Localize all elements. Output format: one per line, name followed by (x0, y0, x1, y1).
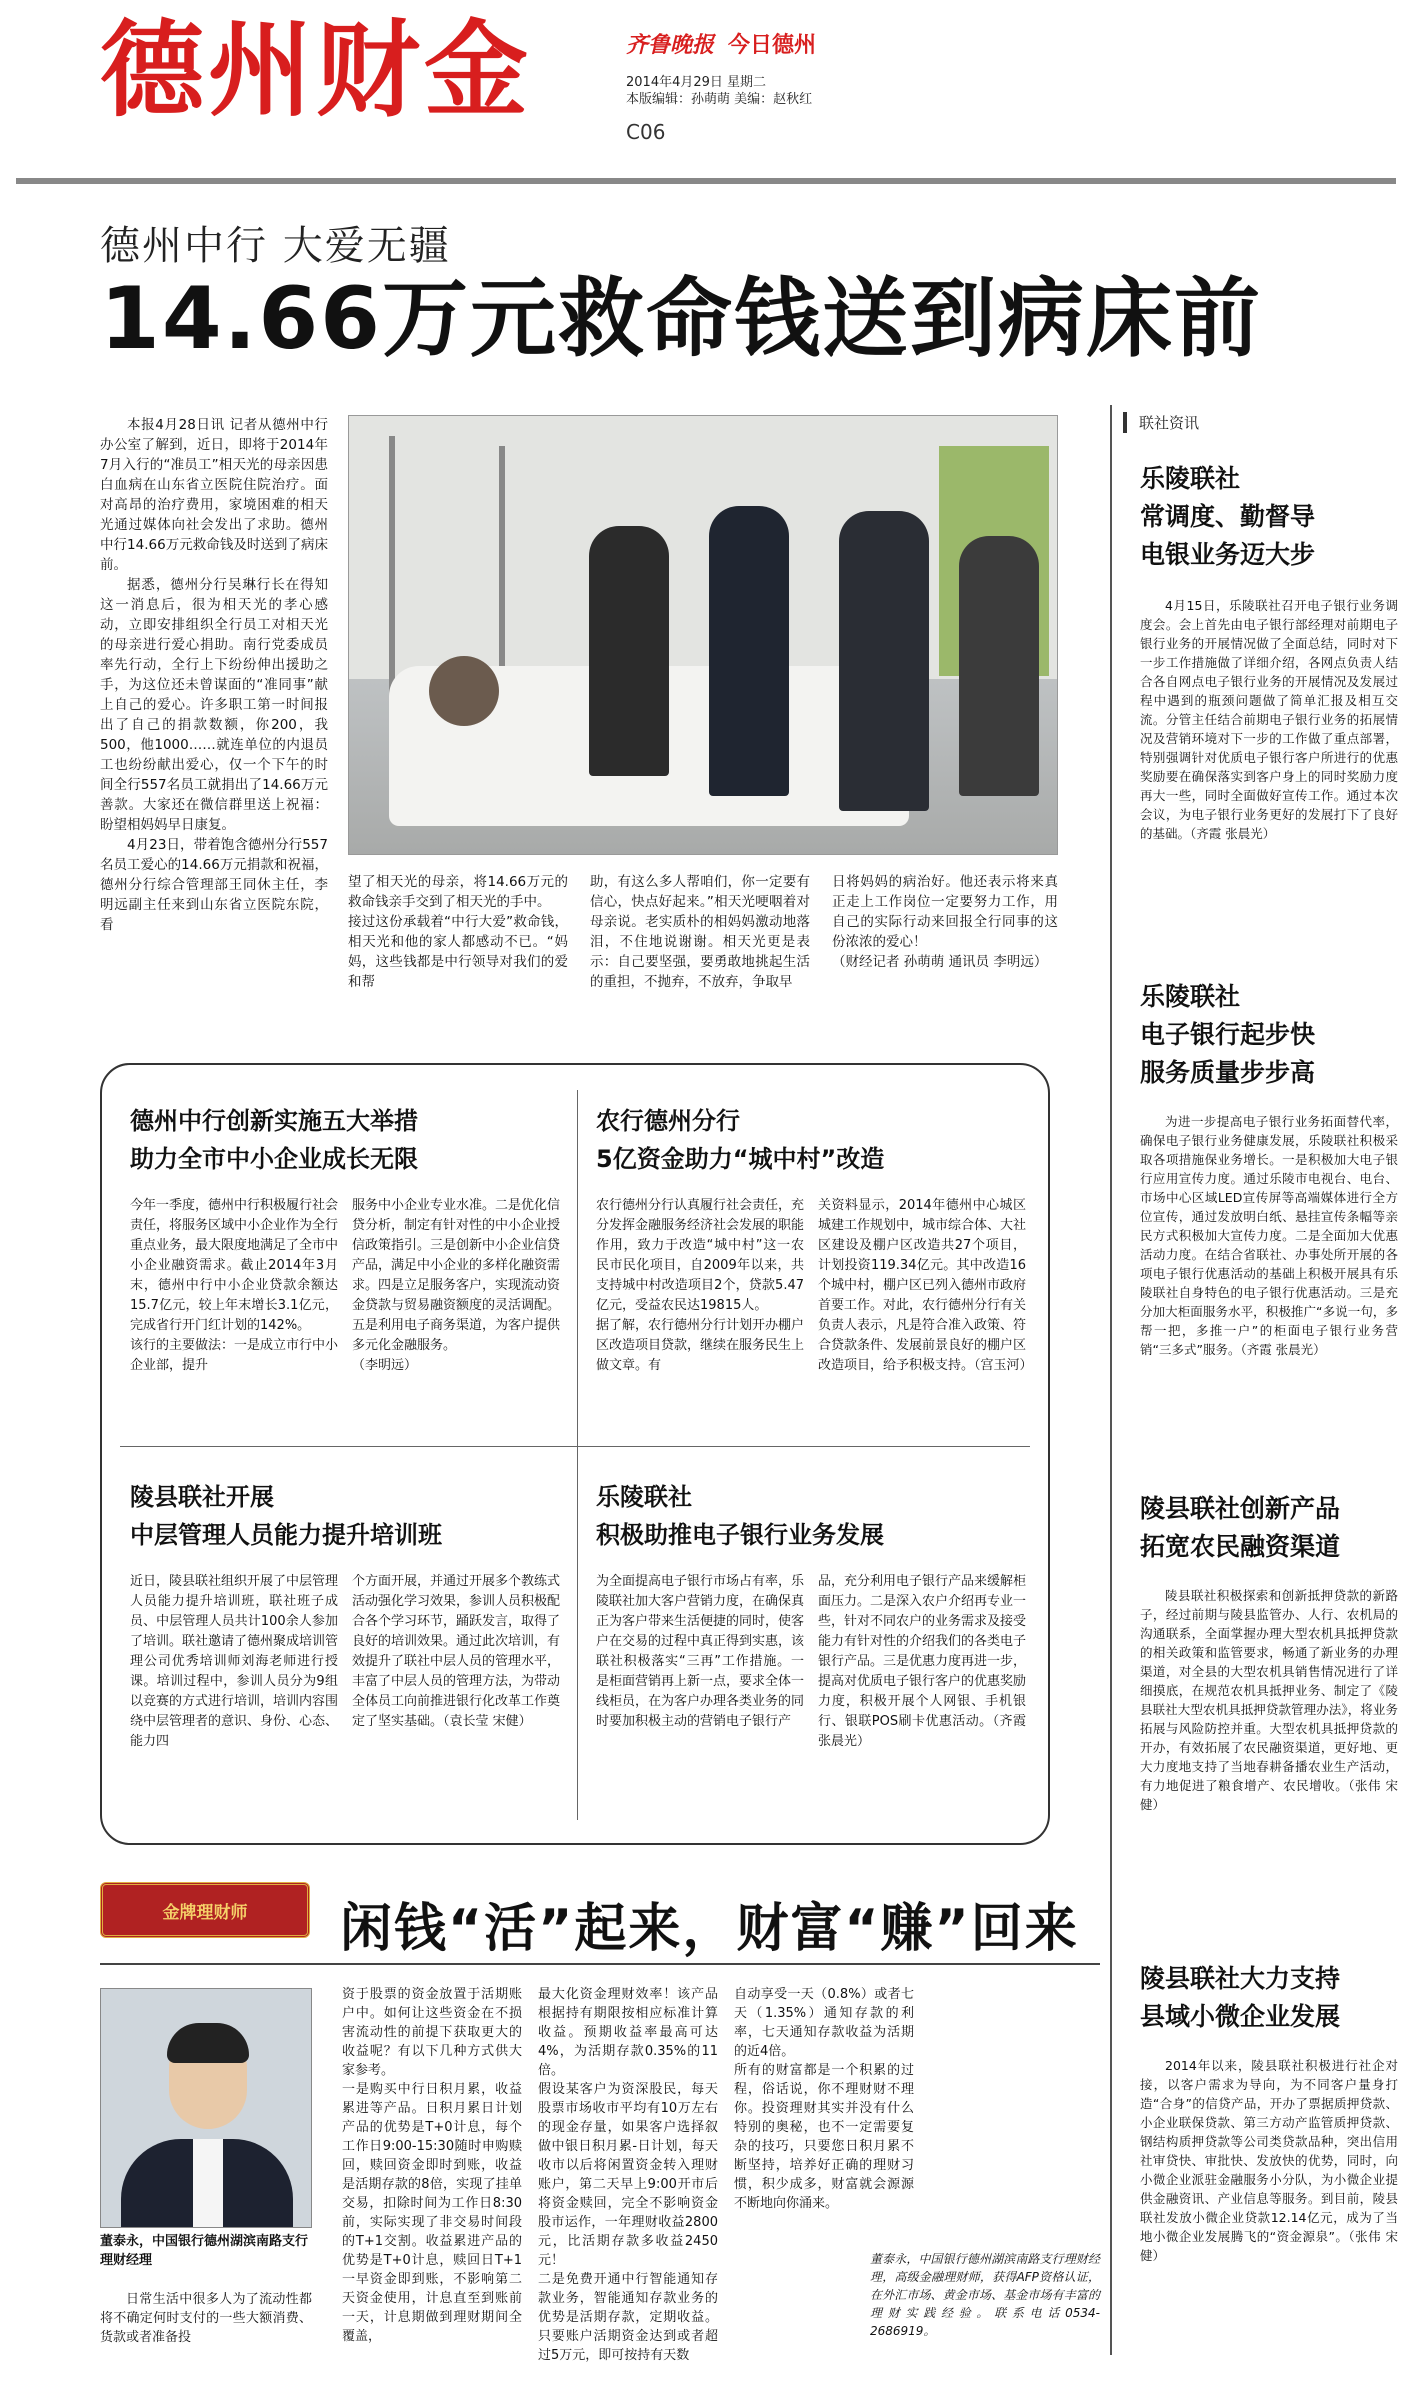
brief-column: 近日，陵县联社组织开展了中层管理人员能力提升培训班，联社班子成员、中层管理人员共计100余人参加了培训。联社邀请了德州聚成培训管理公司优秀培训师刘海老师进行授课。培训过程中，参训人员分为9组以竞赛的方式进行培训，培训内容围绕中层管理者的意识、身份、心态、能力四 (130, 1574, 339, 1749)
title-line: 陵县联社大力支持 (1140, 1964, 1341, 1993)
title-line: 积极助推电子银行业务发展 (596, 1521, 884, 1549)
title-line: 县域小微企业发展 (1140, 2002, 1341, 2031)
briefs-horizontal-divider (120, 1446, 1030, 1447)
issue-date: 2014年4月29日 星期二 (626, 75, 767, 90)
brief-article-1 (130, 1102, 560, 1376)
lead-paragraph: 据悉，德州分行吴琳行长在得知这一消息后，很为相天光的孝心感动，立即安排组织全行员工对相天光的母亲进行爱心捐助。南行党委成员率先行动，全行上下纷纷伸出援助之手，为这位还未曾谋面的“准同事”献上自己的爱心。许多职工第一时间报出了自己的捐款数额，你200，我500，他1000……就连单位的内退员工也纷纷献出爱心，仅一个下午的时间全行557名员工就捐出了14.66万元善款。大家还在微信群里送上祝福：盼望相妈妈早日康复。 (100, 577, 328, 833)
body-paragraph: 陵县联社积极探索和创新抵押贷款的新路子，经过前期与陵县监管办、人行、农机局的沟通联系，全面掌握办理大型农机具抵押贷款的相关政策和监管要求，畅通了新业务的办理渠道，对全县的大型农机具销售情况进行了详细摸底，在规范农机具抵押业务、制定了《陵县联社大型农机具抵押贷款管理办法》，将业务拓展与风险防控并重。大型农机具抵押贷款的开办，有效拓展了农民融资渠道，更好地、更大力度地支持了当地春耕备播农业生产活动，有力地促进了粮食增产、农民增收。（张伟 宋健） (1140, 1588, 1398, 1812)
title-line: 拓宽农民融资渠道 (1140, 1532, 1341, 1561)
sidebar-article-3 (1140, 1490, 1398, 1814)
lead-headline: 14.66万元救命钱送到病床前 (100, 269, 1263, 369)
title-line: 乐陵联社 (596, 1483, 692, 1511)
sidebar-article-body (1140, 1586, 1398, 1814)
body-paragraph: 4月15日，乐陵联社召开电子银行业务调度会。会上首先由电子银行部经理对前期电子银行业务的开展情况做了全面总结，同时对下一步工作措施做了详细介绍，各网点负责人结合各自网点电子银行业务的开展情况及发展过程中遇到的瓶颈问题做了简单汇报及相互交流。分管主任结合前期电子银行业务的拓展情况及营销环境对下一步的工作做了重点部署，特别强调针对优质电子银行客户所进行的优惠奖励要在确保落实到客户身上的同时奖励力度再大一些，同时全面做好宣传工作。通过本次会议，为电子银行业务更好的发展打下了良好的基础。（齐霞 张晨光） (1140, 598, 1398, 841)
lead-paragraph: 本报4月28日讯 记者从德州中行办公室了解到，近日，即将于2014年7月入行的“准员工”相天光的母亲因患白血病在山东省立医院住院治疗。面对高昂的治疗费用，家境困难的相天光通过媒体向社会发出了求助。德州中行14.66万元救命钱及时送到了病床前。 (100, 417, 328, 573)
lead-column-1 (100, 415, 328, 935)
title-line: 陵县联社创新产品 (1140, 1494, 1341, 1523)
brief-title (130, 1478, 560, 1554)
lead-column-2: 望了相天光的母亲，将14.66万元的救命钱亲手交到了相天光的手中。 接过这份承载着“中行大爱”救命钱，相天光和他的家人都感动不已。“妈妈，这些钱都是中行领导对我们的爱和帮 (348, 874, 568, 990)
lead-column-3: 助，有这么多人帮咱们，你一定要有信心，快点好起来。”相天光哽咽着对母亲说。老实质朴的相妈妈激动地落泪，不住地说谢谢。相天光更是表示：自己要坚强，要勇敢地挑起生活的重担，不抛弃，不放弃，争取早 (590, 874, 810, 990)
title-line: 农行德州分行 (596, 1107, 740, 1135)
brief-title (596, 1102, 1026, 1178)
lead-paragraph: 4月23日，带着饱含德州分行557名员工爱心的14.66万元捐款和祝福，德州分行综合管理部王同休主任，李明远副主任来到山东省立医院东院，看 (100, 837, 328, 933)
brief-column: 服务中小企业专业水准。二是优化信贷分析，制定有针对性的中小企业授信政策指引。三是创新中小企业信贷产品，满足中小企业的多样化融资需求。四是立足服务客户，实现流动资金贷款与贸易融资额度的灵活调配。五是利用电子商务渠道，为客户提供多元化金融服务。 （李明远） (352, 1198, 561, 1373)
sidebar-article-title (1140, 978, 1398, 1092)
brand-name: 齐鲁晚报 (626, 33, 715, 58)
sidebar-article-2 (1140, 978, 1398, 1359)
portrait-caption: 董泰永，中国银行德州湖滨南路支行理财经理 (100, 2234, 309, 2268)
finance-headline: 闲钱“活”起来，财富“赚”回来 (340, 1899, 1079, 1959)
brief-column: 今年一季度，德州中行积极履行社会责任，将服务区域中小企业作为全行重点业务，最大限度地满足了全市中小企业融资需求。截止2014年3月末，德州中行中小企业贷款余额达15.7亿元，较上年末增长3.1亿元，完成省行开门红计划的142%。 该行的主要做法：一是成立市行中小企业部，提升 (130, 1198, 339, 1373)
brief-title (596, 1478, 1026, 1554)
title-line: 陵县联社开展 (130, 1483, 274, 1511)
sidebar-article-body (1140, 596, 1398, 843)
finance-intro (100, 2290, 312, 2347)
brief-article-2 (596, 1102, 1033, 1376)
title-line: 德州中行创新实施五大举措 (130, 1107, 418, 1135)
brief-column: 关资料显示，2014年德州中心城区城建工作规划中，城市综合体、大社区建设及棚户区改造共27个项目，计划投资119.34亿元。其中改造16个城中村，棚户区已列入德州市政府首要工作。对此，农行德州分行有关负责人表示，凡是符合准入政策、符合贷款条件、发展前景良好的棚户区改造项目，给予积极支持。（宫玉河） (818, 1198, 1033, 1373)
brief-article-3 (130, 1478, 560, 1752)
sidebar-article-body (1140, 2056, 1398, 2265)
gold-advisor-badge: 金牌理财师 (100, 1882, 310, 1938)
title-line: 常调度、勤督导 (1140, 502, 1316, 531)
sidebar-article-1 (1140, 460, 1398, 843)
title-line: 电子银行起步快 (1140, 1020, 1316, 1049)
sidebar-article-title (1140, 1960, 1398, 2036)
brief-article-4 (596, 1478, 1026, 1752)
finance-column-3: 自动享受一天（0.8%）或者七天（1.35%）通知存款的利率，七天通知存款收益为活期的近4倍。 所有的财富都是一个积累的过程，俗话说，你不理财财不理你。投资理财其实并没有什么特别的奥秘，也不一定需要复杂的技巧，只要您日积月累不断坚持，培养好正确的理财习惯，积少成多，财富就会源源不断地向你涌来。 (734, 1987, 914, 2211)
sidebar-article-title (1140, 460, 1398, 574)
sidebar-divider (1110, 405, 1112, 2355)
title-line: 乐陵联社 (1140, 982, 1241, 1011)
body-paragraph: 2014年以来，陵县联社积极进行社企对接，以客户需求为导向，为不同客户量身打造“合身”的信贷产品，开办了票据质押贷款、小企业联保贷款、第三方动产监管质押贷款、钢结构质押贷款等公司类贷款品种，突出信用社审贷快、审批快、发放快的优势，同时，向小微企业派驻金融服务小分队，为小微企业提供金融资讯、产业信息等服务。到目前，陵县联社发放小微企业贷款12.14亿元，成为了当地小微企业发展腾飞的“资金源泉”。（张伟 宋健） (1140, 2058, 1398, 2263)
lead-photo (348, 415, 1058, 855)
sidebar-article-4 (1140, 1960, 1398, 2265)
issue-editors: 本版编辑：孙萌萌 美编：赵秋红 (626, 92, 813, 107)
title-line: 乐陵联社 (1140, 464, 1241, 493)
body-paragraph: 为进一步提高电子银行业务拓面替代率，确保电子银行业务健康发展，乐陵联社积极采取各项措施保业务增长。一是积极加大电子银行应用宣传力度。通过乐陵市电视台、电台、市场中心区域LED宣传屏等高端媒体进行全方位宣传，通过发放明白纸、悬挂宣传条幅等亲民方式积极加大宣传力度。二是全面加大优惠活动力度。在结合省联社、办事处所开展的各项电子银行优惠活动的基础上积极开展具有乐陵联社自身特色的电子银行优惠活动。三是充分加大柜面服务水平，积极推广“多说一句，多帮一把，多推一户”的柜面电子银行业务营销“三多式”服务。（齐霞 张晨光） (1140, 1114, 1398, 1357)
brief-column: 个方面开展，并通过开展多个教练式活动强化学习效果，参训人员积极配合各个学习环节，踊跃发言，取得了良好的培训效果。通过此次培训，有效提升了联社中层人员的管理水平，丰富了中层人员的管理方法，为带动全体员工向前推进银行化改革工作奠定了坚实基础。（袁长莹 宋健） (352, 1574, 561, 1729)
sidebar-article-title (1140, 1490, 1398, 1566)
finance-column-2: 最大化资金理财效率！该产品根据持有期限按相应标准计算收益。预期收益率最高可达4%，为活期存款0.35%的11倍。 假设某客户为资深股民，每天股票市场收市平均有10万左右的现金存量，如果客户选择叙做中银日积月累-日计划，每天收市以后将闲置资金转入理财账户，第二天早上9:00开市后将资金赎回，完全不影响资金股市运作，一年理财收益2800元，比活期存款多收益2450元！ 二是免费开通中行智能通知存款业务，智能通知存款业务的优势是活期存款，定期收益。只要账户活期资金达到或者超过5万元，即可按持有天数 (538, 1987, 718, 2363)
title-line: 5亿资金助力“城中村”改造 (596, 1145, 885, 1173)
masthead-title: 德州财金 (100, 9, 533, 131)
advisor-portrait (100, 1988, 312, 2228)
sidebar-article-body (1140, 1112, 1398, 1359)
finance-column-1: 资于股票的资金放置于活期账户中。如何让这些资金在不损害流动性的前提下获取更大的收益呢？有以下几种方式供大家参考。 一是购买中行日积月累，收益累进等产品。日积月累日计划产品的优势是T+0计息，每个工作日9:00-15:30随时申购赎回，赎回资金即时到账，收益是活期存款的8倍，实现了挂单交易，扣除时间为工作日8:30前，实际实现了非交易时间段的T+1交割。收益累进产品的优势是T+0计息，赎回日T+1一早资金即到账，不影响第二天资金使用，计息直至到账前一天，计息期做到理财期间全覆盖， (342, 1987, 522, 2344)
intro-paragraph: 日常生活中很多人为了流动性都将不确定何时支付的一些大额消费、货款或者准备投 (100, 2292, 312, 2345)
brief-title (130, 1102, 560, 1178)
issue-meta (626, 74, 812, 108)
lead-column-4: 日将妈妈的病治好。他还表示将来真正走上工作岗位一定要努力工作，用自己的实际行动来回报全行同事的这份浓浓的爱心！ （财经记者 孙萌萌 通讯员 李明远） (832, 874, 1058, 970)
sidebar-tag: 联社资讯 (1123, 412, 1199, 433)
title-line: 电银业务迈大步 (1140, 540, 1316, 569)
briefs-vertical-divider (577, 1090, 578, 1820)
brief-column: 为全面提高电子银行市场占有率，乐陵联社加大客户营销力度，在确保真正为客户带来生活便捷的同时，使客户在交易的过程中真正得到实惠，该联社积极落实“三再”工作措施。一是柜面营销再上新一点，要求全体一线柜员，在为客户办理各类业务的同时要加积极主动的营销电子银行产 (596, 1574, 805, 1729)
masthead-divider (16, 178, 1396, 184)
page-number: C06 (626, 120, 666, 144)
title-line: 服务质量步步高 (1140, 1058, 1316, 1087)
title-line: 助力全市中小企业成长无限 (130, 1145, 418, 1173)
brief-column: 农行德州分行认真履行社会责任，充分发挥金融服务经济社会发展的职能作用，致力于改造“城中村”这一农民市民化项目，自2009年以来，共支持城中村改造项目2个，贷款5.47亿元，受益农民达19815人。 据了解，农行德州分行计划开办棚户区改造项目贷款，继续在服务民生上做文章。有 (596, 1198, 805, 1373)
title-line: 中层管理人员能力提升培训班 (130, 1521, 442, 1549)
advisor-bio: 董泰永，中国银行德州湖滨南路支行理财经理，高级金融理财师，获得AFP资格认证，在外汇市场、黄金市场、基金市场有丰富的理财实践经验。联系电话0534-2686919。 (870, 2252, 1100, 2338)
lead-kicker: 德州中行 大爱无疆 (100, 223, 451, 269)
brief-column: 品，充分利用电子银行产品来缓解柜面压力。二是深入农户介绍再专业一些，针对不同农户的业务需求及接受能力有针对性的介绍我们的各类电子银行产品。三是优惠力度再进一步，提高对优质电子银行客户的优惠奖励力度，积极开展个人网银、手机银行、银联POS刷卡优惠活动。（齐霞 张晨光） (818, 1574, 1027, 1749)
brand-sub: 今日德州 (728, 33, 817, 58)
finance-divider (100, 1963, 1100, 1965)
newspaper-brand (626, 28, 816, 59)
